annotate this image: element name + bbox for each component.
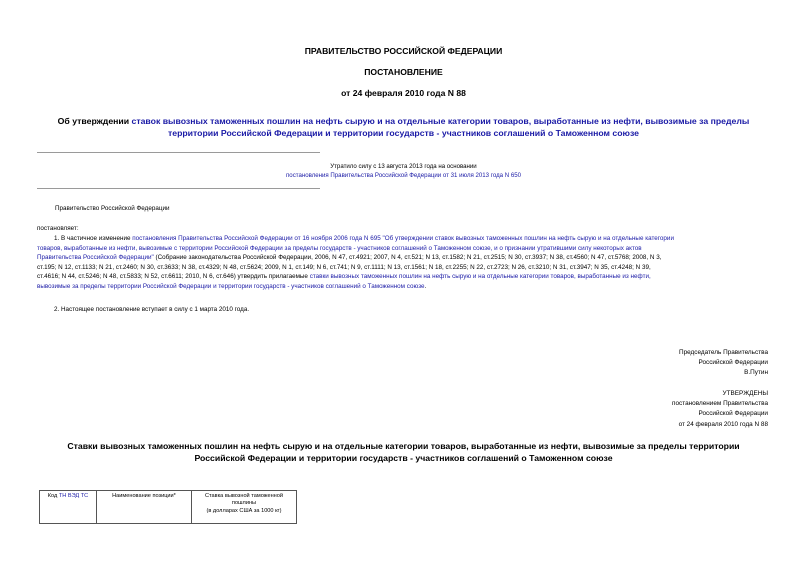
- document-title: [0, 115, 807, 139]
- divider-bottom: [37, 188, 320, 189]
- col-header-rate: [192, 491, 297, 524]
- government-heading: ПРАВИТЕЛЬСТВО РОССИЙСКОЙ ФЕДЕРАЦИИ: [304, 46, 503, 56]
- status-link[interactable]: постановления Правительства Российской Федерации от 31 июля 2013 года N 650: [286, 172, 521, 179]
- decrees-text: постановляет:: [37, 225, 79, 232]
- p1-link-decree-695[interactable]: постановления Правительства Российской Федерации от 16 ноября 2006 года N 695 "Об утверждении ставок вывозных таможенных пошлин на нефть сырую и на отдельные категории: [132, 235, 674, 242]
- p1-link-rates[interactable]: ставки вывозных таможенных пошлин на нефть сырую и на отдельные категории товаров, выработанные из нефти,: [309, 273, 651, 281]
- col-header-code-prefix: Код: [47, 493, 59, 499]
- col-header-rate-l2: пошлины: [231, 500, 257, 507]
- title-prefix: Об утверждении: [57, 116, 132, 126]
- p1-text-b: (Собрание законодательства Российской Федерации, 2006, N 47, ст.4921; 2007, N 4, ст.521; N 13, ст.1582; N 21, ст.2515; N 30, ст.3937; N 38, ст.4560; N 47, ст.5768; 2008, N 3,: [153, 254, 662, 262]
- col-header-rate-l1: Ставка вывозной таможенной: [204, 493, 284, 499]
- approval-date: от 24 февраля 2010 года N 88: [678, 420, 768, 428]
- paragraph-1: [37, 234, 768, 292]
- tn-ved-link[interactable]: ТН ВЭД ТС: [58, 493, 89, 499]
- rates-table: [39, 490, 297, 524]
- document-date-number: от 24 февраля 2010 года N 88: [341, 88, 466, 98]
- document-type: ПОСТАНОВЛЕНИЕ: [364, 67, 443, 77]
- signature-position: Председатель Правительства: [679, 349, 768, 356]
- signature-name: В.Путин: [744, 369, 768, 377]
- signature-country: Российской Федерации: [698, 359, 768, 367]
- p1-link-decree-695-end[interactable]: Правительства Российской Федерации": [37, 254, 154, 262]
- annex-title: [0, 440, 807, 464]
- col-header-name: Наименование позиции*: [97, 491, 192, 524]
- approval-country: Российской Федерации: [698, 410, 768, 418]
- status-notice: [0, 162, 807, 180]
- p1-text-c: ст.195; N 12, ст.1133; N 21, ст.2460; N 30, ст.3633; N 38, ст.4329; N 48, ст.5624; 2009, N 1, ст.149; N 6, ст.741; N 9, ст.1111; N 13, ст.1561; N 18, ст.2255; N 22, ст.2723; N 26, ст.3210; N 31, ст.3947; N 35, ст.4248; N 39,: [37, 263, 651, 271]
- p1-link-decree-695-cont[interactable]: товаров, выработанные из нефти, вывозимые с территории Российской Федерации за пределы государств - участников соглашений о Таможенном союзе, и о признании утратившими силу некоторых актов: [37, 244, 642, 252]
- title-link-line2[interactable]: территории Российской Федерации и территории государств - участников соглашений о Таможенном союзе: [167, 128, 639, 138]
- status-line: Утратило силу с 13 августа 2013 года на основании: [330, 163, 477, 170]
- signature-block: [679, 348, 768, 379]
- approval-approved: УТВЕРЖДЕНЫ: [722, 390, 768, 397]
- divider-top: [37, 152, 320, 153]
- approval-block: [672, 389, 768, 430]
- paragraph-2: 2. Настоящее постановление вступает в силу с 1 марта 2010 года.: [54, 306, 250, 313]
- approval-by: постановлением Правительства: [672, 400, 768, 408]
- col-header-rate-l3: (в долларах США за 1000 кг): [206, 507, 282, 514]
- table-header-row: [40, 491, 297, 524]
- p1-text-d: ст.4616; N 44, ст.5246; N 48, ст.5833; N 52, ст.6611; 2010, N 6, ст.646) утвердить прилагаемые: [37, 273, 310, 281]
- annex-title-line2: Российской Федерации и территории государств - участников соглашений о Таможенном союзе: [194, 453, 613, 463]
- p1-text-end: .: [424, 282, 427, 290]
- col-header-code: [40, 491, 97, 524]
- p1-link-rates-cont[interactable]: вывозимые за пределы территории Российской Федерации и территории государств - участников соглашений о Таможенном союзе: [37, 282, 425, 290]
- p1-text-a: 1. В частичное изменение: [54, 235, 133, 242]
- annex-title-line1: Ставки вывозных таможенных пошлин на нефть сырую и на отдельные категории товаров, выработанные из нефти, вывозимые за пределы территории: [67, 441, 740, 451]
- intro-text: Правительство Российской Федерации: [55, 205, 170, 212]
- title-link-line1[interactable]: ставок вывозных таможенных пошлин на нефть сырую и на отдельные категории товаров, выработанные из нефти, вывозимые за пределы: [131, 116, 750, 126]
